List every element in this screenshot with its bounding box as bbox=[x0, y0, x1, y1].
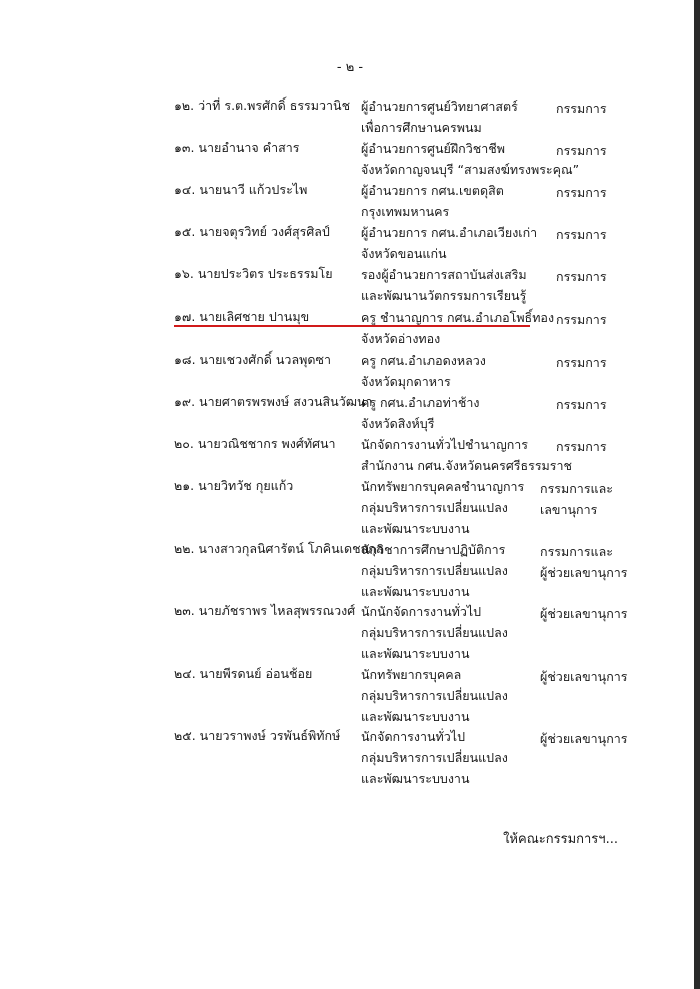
role-line: กรรมการ bbox=[556, 185, 607, 200]
role-line: กรรมการและ bbox=[540, 544, 613, 559]
role-line: กรรมการ bbox=[556, 227, 607, 242]
position-line: ผู้อำนวยการศูนย์ฝึกวิชาชีพ bbox=[361, 141, 505, 156]
member-role bbox=[556, 436, 607, 457]
position-line: จังหวัดอ่างทอง bbox=[361, 331, 441, 346]
table-row bbox=[0, 726, 700, 786]
role-line: ผู้ช่วยเลขานุการ bbox=[540, 669, 628, 684]
position-line: ผู้อำนวยการศูนย์วิทยาศาสตร์ bbox=[361, 99, 518, 114]
member-position bbox=[361, 180, 504, 222]
role-line: เลขานุการ bbox=[540, 502, 598, 517]
position-line: กลุ่มบริหารการเปลี่ยนแปลง bbox=[361, 750, 508, 765]
member-name: ๒๑. นายวิทวัช กุยแก้ว bbox=[174, 478, 294, 493]
member-position bbox=[361, 350, 486, 392]
position-line: จังหวัดขอนแก่น bbox=[361, 246, 447, 261]
page-number: - ๒ - bbox=[336, 60, 364, 75]
role-line: กรรมการและ bbox=[540, 481, 613, 496]
member-name: ๑๙. นายศาตรพรพงษ์ สงวนสินวัฒนา bbox=[174, 394, 373, 409]
position-line: ครู กศน.อำเภอดงหลวง bbox=[361, 353, 486, 368]
position-line: และพัฒนาระบบงาน bbox=[361, 771, 470, 786]
role-line: กรรมการ bbox=[556, 269, 607, 284]
position-line: กลุ่มบริหารการเปลี่ยนแปลง bbox=[361, 563, 508, 578]
role-line: ผู้ช่วยเลขานุการ bbox=[540, 565, 628, 580]
member-position bbox=[361, 664, 508, 727]
table-row bbox=[0, 180, 700, 222]
position-line: และพัฒนาระบบงาน bbox=[361, 709, 470, 724]
role-line: ผู้ช่วยเลขานุการ bbox=[540, 606, 628, 621]
table-row bbox=[0, 539, 700, 599]
table-row bbox=[0, 392, 700, 434]
member-position bbox=[361, 392, 479, 434]
member-name: ๑๔. นายนาวี แก้วประไพ bbox=[174, 182, 308, 197]
position-line: นักทรัพยากรบุคคลชำนาญการ bbox=[361, 479, 525, 494]
member-name: ๒๓. นายภัชราพร ไหลสุพรรณวงศ์ bbox=[174, 603, 356, 618]
member-role bbox=[540, 478, 613, 520]
table-row bbox=[0, 601, 700, 661]
role-line: กรรมการ bbox=[556, 143, 607, 158]
member-name: ๑๒. ว่าที่ ร.ต.พรศักดิ์ ธรรมวานิช bbox=[174, 98, 351, 113]
position-line: ครู ชำนาญการ กศน.อำเภอโพธิ์ทอง bbox=[361, 310, 555, 325]
table-row bbox=[0, 476, 700, 536]
member-position bbox=[361, 222, 537, 264]
position-line: กรุงเทพมหานคร bbox=[361, 204, 450, 219]
role-line: ผู้ช่วยเลขานุการ bbox=[540, 731, 628, 746]
position-line: กลุ่มบริหารการเปลี่ยนแปลง bbox=[361, 625, 508, 640]
member-role bbox=[556, 98, 607, 119]
position-line: และพัฒนาระบบงาน bbox=[361, 584, 470, 599]
member-role bbox=[556, 140, 607, 161]
position-line: ครู กศน.อำเภอท่าช้าง bbox=[361, 395, 480, 410]
table-row bbox=[0, 664, 700, 724]
member-role bbox=[556, 309, 607, 330]
position-line: รองผู้อำนวยการสถาบันส่งเสริม bbox=[361, 267, 527, 282]
position-line: นักนักจัดการงานทั่วไป bbox=[361, 604, 482, 619]
member-name: ๒๔. นายพีรดนย์ อ่อนช้อย bbox=[174, 666, 313, 681]
member-role bbox=[556, 266, 607, 287]
role-line: กรรมการ bbox=[556, 101, 607, 116]
role-line: กรรมการ bbox=[556, 355, 607, 370]
member-position bbox=[361, 307, 554, 349]
table-row bbox=[0, 434, 700, 476]
position-line: กลุ่มบริหารการเปลี่ยนแปลง bbox=[361, 500, 508, 515]
member-role bbox=[556, 224, 607, 245]
position-line: นักวิชาการศึกษาปฏิบัติการ bbox=[361, 542, 506, 557]
position-line: เพื่อการศึกษานครพนม bbox=[361, 120, 482, 135]
member-role bbox=[540, 666, 628, 687]
role-line: กรรมการ bbox=[556, 312, 607, 327]
member-role bbox=[556, 394, 607, 415]
member-position bbox=[361, 476, 524, 539]
member-position bbox=[361, 726, 508, 789]
member-name: ๒๕. นายวราพงษ์ วรพันธ์พิทักษ์ bbox=[174, 728, 341, 743]
position-line: และพัฒนาระบบงาน bbox=[361, 521, 470, 536]
member-name: ๑๗. นายเลิศชาย ปานมุข bbox=[174, 309, 310, 324]
member-role bbox=[556, 352, 607, 373]
member-name: ๒๒. นางสาวกุลนิศารัตน์ โภคินเดชสกุล bbox=[174, 541, 384, 556]
role-line: กรรมการ bbox=[556, 439, 607, 454]
member-name: ๑๖. นายประวิตร ประธรรมโย bbox=[174, 266, 333, 281]
member-role bbox=[540, 728, 628, 749]
table-row bbox=[0, 222, 700, 264]
table-row bbox=[0, 138, 700, 180]
position-line: และพัฒนาระบบงาน bbox=[361, 646, 470, 661]
continuation-text: ให้คณะกรรมการฯ... bbox=[503, 832, 618, 847]
member-position bbox=[361, 138, 579, 180]
table-row bbox=[0, 264, 700, 306]
table-row bbox=[0, 350, 700, 392]
highlight-underline bbox=[174, 325, 530, 327]
position-line: กลุ่มบริหารการเปลี่ยนแปลง bbox=[361, 688, 508, 703]
position-line: นักจัดการงานทั่วไป bbox=[361, 729, 466, 744]
position-line: นักทรัพยากรบุคคล bbox=[361, 667, 462, 682]
member-name: ๑๕. นายจตุรวิทย์ วงศ์สุรศิลป์ bbox=[174, 224, 330, 239]
member-role bbox=[540, 541, 628, 583]
position-line: นักจัดการงานทั่วไปชำนาญการ bbox=[361, 437, 529, 452]
position-line: จังหวัดกาญจนบุรี “สามสงฆ์ทรงพระคุณ” bbox=[361, 162, 580, 177]
position-line: ผู้อำนวยการ กศน.เขตดุสิต bbox=[361, 183, 504, 198]
position-line: สำนักงาน กศน.จังหวัดนครศรีธรรมราช bbox=[361, 458, 573, 473]
member-name: ๑๓. นายอำนาจ คำสาร bbox=[174, 140, 300, 155]
member-name: ๑๘. นายเชวงศักดิ์ นวลพุดซา bbox=[174, 352, 331, 367]
table-row bbox=[0, 307, 700, 349]
position-line: จังหวัดมุกดาหาร bbox=[361, 374, 451, 389]
position-line: ผู้อำนวยการ กศน.อำเภอเวียงเก่า bbox=[361, 225, 538, 240]
member-role bbox=[556, 182, 607, 203]
member-name: ๒๐. นายวณิชชากร พงศ์ทัศนา bbox=[174, 436, 336, 451]
member-position bbox=[361, 539, 508, 602]
member-position bbox=[361, 96, 518, 138]
table-row bbox=[0, 96, 700, 138]
position-line: และพัฒนานวัตกรรมการเรียนรู้ bbox=[361, 288, 527, 303]
member-position bbox=[361, 264, 527, 306]
member-position bbox=[361, 601, 508, 664]
member-position bbox=[361, 434, 572, 476]
position-line: จังหวัดสิงห์บุรี bbox=[361, 416, 435, 431]
role-line: กรรมการ bbox=[556, 397, 607, 412]
member-role bbox=[540, 603, 628, 624]
